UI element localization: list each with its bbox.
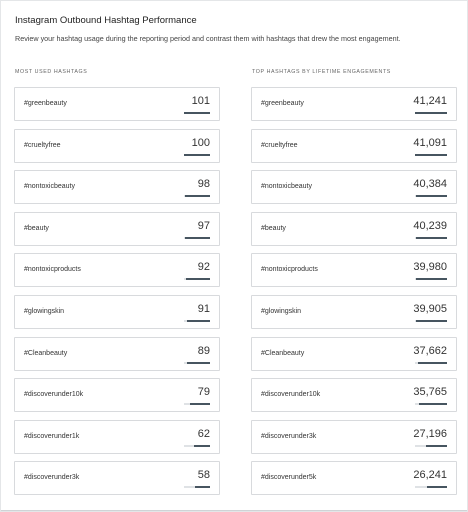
hashtag-label: #nontoxicbeauty bbox=[24, 183, 75, 191]
hashtag-card bbox=[251, 295, 457, 329]
value-bar-track bbox=[415, 320, 447, 322]
hashtag-label: #discoverunder1k bbox=[24, 432, 80, 440]
value-bar-fill bbox=[416, 195, 447, 197]
value-bar-fill bbox=[184, 154, 210, 156]
hashtag-label: #glowingskin bbox=[261, 307, 302, 315]
value-bar-track bbox=[415, 112, 447, 114]
hashtag-card bbox=[14, 295, 220, 329]
hashtag-value: 58 bbox=[197, 469, 210, 482]
hashtag-value: 26,241 bbox=[413, 469, 447, 482]
hashtag-card bbox=[14, 87, 220, 121]
value-bar-track bbox=[415, 154, 447, 156]
value-bar-track bbox=[415, 278, 447, 280]
value-bar-track bbox=[184, 278, 210, 280]
value-bar-track bbox=[184, 445, 210, 447]
value-bar-track bbox=[184, 320, 210, 322]
hashtag-card bbox=[14, 337, 220, 371]
value-bar-track bbox=[184, 237, 210, 239]
value-bar-fill bbox=[195, 486, 210, 488]
value-bar-track bbox=[415, 362, 447, 364]
hashtag-label: #nontoxicproducts bbox=[24, 266, 81, 274]
hashtag-value: 35,765 bbox=[413, 386, 447, 399]
hashtag-label: #crueltyfree bbox=[261, 141, 298, 149]
value-bar-track bbox=[184, 154, 210, 156]
value-bar-fill bbox=[187, 362, 210, 364]
hashtag-card bbox=[14, 420, 220, 454]
hashtag-value: 98 bbox=[197, 178, 210, 191]
hashtag-label: #beauty bbox=[261, 224, 286, 232]
hashtag-label: #glowingskin bbox=[24, 307, 65, 315]
value-bar-fill bbox=[184, 112, 210, 114]
hashtag-card bbox=[14, 212, 220, 246]
value-bar-fill bbox=[185, 195, 210, 197]
hashtag-value: 97 bbox=[197, 219, 210, 232]
hashtag-label: #discoverunder5k bbox=[261, 474, 317, 482]
value-bar-fill bbox=[418, 362, 447, 364]
page-description: Review your hashtag usage during the reporting period and contrast them with hashtags that drew the most engagement. bbox=[15, 34, 401, 43]
hashtag-label: #beauty bbox=[24, 224, 49, 232]
hashtag-card bbox=[251, 129, 457, 163]
most-used-list bbox=[14, 87, 220, 503]
value-bar-track bbox=[415, 195, 447, 197]
hashtag-card bbox=[14, 253, 220, 287]
hashtag-label: #greenbeauty bbox=[261, 100, 304, 107]
hashtag-label: #Cleanbeauty bbox=[261, 349, 305, 357]
value-bar-fill bbox=[194, 445, 210, 447]
most-used-heading: MOST USED HASHTAGS bbox=[15, 69, 88, 75]
hashtag-value: 37,662 bbox=[413, 344, 447, 357]
value-bar-fill bbox=[415, 112, 447, 114]
hashtag-label: #greenbeauty bbox=[24, 100, 67, 107]
value-bar-fill bbox=[427, 486, 447, 488]
hashtag-card bbox=[251, 87, 457, 121]
value-bar-track bbox=[415, 445, 447, 447]
hashtag-card bbox=[251, 420, 457, 454]
hashtag-label: #nontoxicbeauty bbox=[261, 183, 312, 191]
value-bar-track bbox=[184, 486, 210, 488]
value-bar-fill bbox=[416, 278, 447, 280]
value-bar-track bbox=[184, 362, 210, 364]
hashtag-card bbox=[14, 461, 220, 495]
value-bar-track bbox=[415, 403, 447, 405]
hashtag-value: 62 bbox=[197, 427, 210, 440]
value-bar-fill bbox=[185, 237, 210, 239]
hashtag-value: 89 bbox=[197, 344, 210, 357]
hashtag-card bbox=[251, 253, 457, 287]
value-bar-fill bbox=[190, 403, 210, 405]
value-bar-track bbox=[415, 486, 447, 488]
hashtag-value: 91 bbox=[197, 302, 210, 315]
top-engagements-heading: TOP HASHTAGS BY LIFETIME ENGAGEMENTS bbox=[252, 69, 391, 75]
hashtag-card bbox=[251, 170, 457, 204]
hashtag-card bbox=[14, 129, 220, 163]
value-bar-track bbox=[184, 403, 210, 405]
hashtag-card bbox=[14, 378, 220, 412]
hashtag-card bbox=[251, 212, 457, 246]
hashtag-card bbox=[251, 378, 457, 412]
value-bar-fill bbox=[416, 237, 447, 239]
value-bar-fill bbox=[187, 320, 210, 322]
hashtag-card bbox=[251, 461, 457, 495]
value-bar-fill bbox=[415, 154, 447, 156]
hashtag-label: #nontoxicproducts bbox=[261, 266, 318, 274]
value-bar-track bbox=[184, 112, 210, 114]
value-bar-track bbox=[184, 195, 210, 197]
hashtag-value: 40,239 bbox=[413, 219, 447, 232]
hashtag-label: #crueltyfree bbox=[24, 141, 61, 149]
hashtag-value: 100 bbox=[191, 136, 210, 149]
hashtag-value: 40,384 bbox=[413, 178, 447, 191]
hashtag-card bbox=[251, 337, 457, 371]
hashtag-label: #Cleanbeauty bbox=[24, 349, 68, 357]
top-engagements-list bbox=[251, 87, 457, 503]
hashtag-label: #discoverunder3k bbox=[24, 474, 80, 482]
value-bar-fill bbox=[186, 278, 210, 280]
hashtag-label: #discoverunder3k bbox=[261, 432, 317, 440]
value-bar-track bbox=[415, 237, 447, 239]
hashtag-label: #discoverunder10k bbox=[24, 391, 84, 399]
hashtag-value: 39,905 bbox=[413, 302, 447, 315]
value-bar-fill bbox=[426, 445, 447, 447]
hashtag-card bbox=[14, 170, 220, 204]
hashtag-value: 39,980 bbox=[413, 261, 447, 274]
page-title: Instagram Outbound Hashtag Performance bbox=[15, 15, 197, 26]
hashtag-value: 79 bbox=[197, 386, 210, 399]
hashtag-value: 41,091 bbox=[413, 136, 447, 149]
hashtag-value: 101 bbox=[191, 95, 210, 107]
hashtag-value: 41,241 bbox=[413, 95, 447, 107]
hashtag-value: 27,196 bbox=[413, 427, 447, 440]
hashtag-label: #discoverunder10k bbox=[261, 391, 321, 399]
hashtag-value: 92 bbox=[197, 261, 210, 274]
value-bar-fill bbox=[419, 403, 447, 405]
panel-bottom-divider bbox=[1, 510, 467, 511]
value-bar-fill bbox=[416, 320, 447, 322]
